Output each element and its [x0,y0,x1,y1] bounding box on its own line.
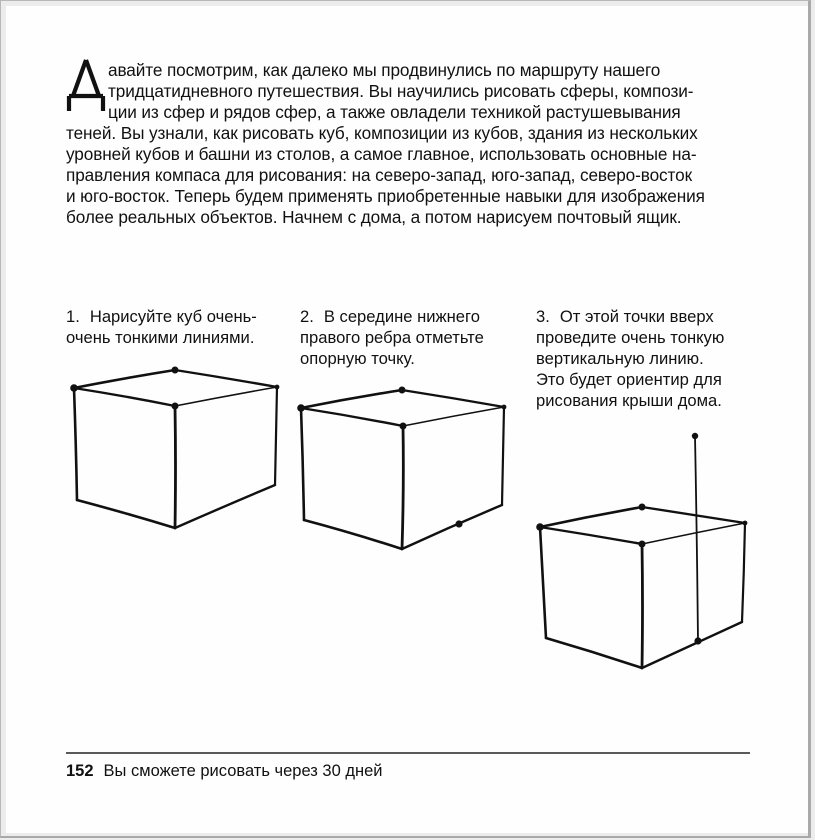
intro-line: уровней кубов и башни из столов, а самое главное, использовать основные на- [66,144,697,164]
step-line: очень тонкими линиями. [66,328,255,347]
intro-line: ции из сфер и рядов сфер, а также овладели техникой растушевывания [108,102,681,122]
running-title: Вы сможете рисовать через 30 дней [103,762,383,780]
footer-divider [66,752,750,754]
step-line: Это будет ориентир для [536,370,722,389]
page-footer [66,761,382,781]
step-line: правого ребра отметьте [300,328,484,347]
page-number: 152 [66,762,94,780]
step-line: опорную точку. [300,349,415,368]
step-number: 2. [300,307,314,326]
step-number: 1. [66,307,80,326]
step-1-caption [66,306,257,348]
step-line: В середине нижнего [323,307,480,326]
step-line: проведите очень тонкую [536,328,725,347]
intro-line: авайте посмотрим, как далеко мы продвинулись по маршруту нашего [108,60,661,80]
intro-paragraph [66,60,766,228]
intro-line: правления компаса для рисования: на северо-запад, юго-запад, северо-восток [66,165,692,185]
intro-line: и юго-восток. Теперь будем применять приобретенные навыки для изображения [66,186,705,206]
step-3-caption [536,306,724,411]
step-line: От этой точки вверх [559,307,714,326]
step-2-caption [300,306,484,369]
step-line: Нарисуйте куб очень- [89,307,257,326]
step-number: 3. [536,307,550,326]
intro-line: тридцатидневного путешествия. Вы научились рисовать сферы, компози- [108,81,694,101]
step-line: вертикальную линию. [536,349,704,368]
step-line: рисования крыши дома. [536,391,722,410]
intro-line: теней. Вы узнали, как рисовать куб, композиции из кубов, здания из нескольких [66,123,698,143]
intro-line: более реальных объектов. Начнем с дома, а потом нарисуем почтовый ящик. [66,207,682,227]
